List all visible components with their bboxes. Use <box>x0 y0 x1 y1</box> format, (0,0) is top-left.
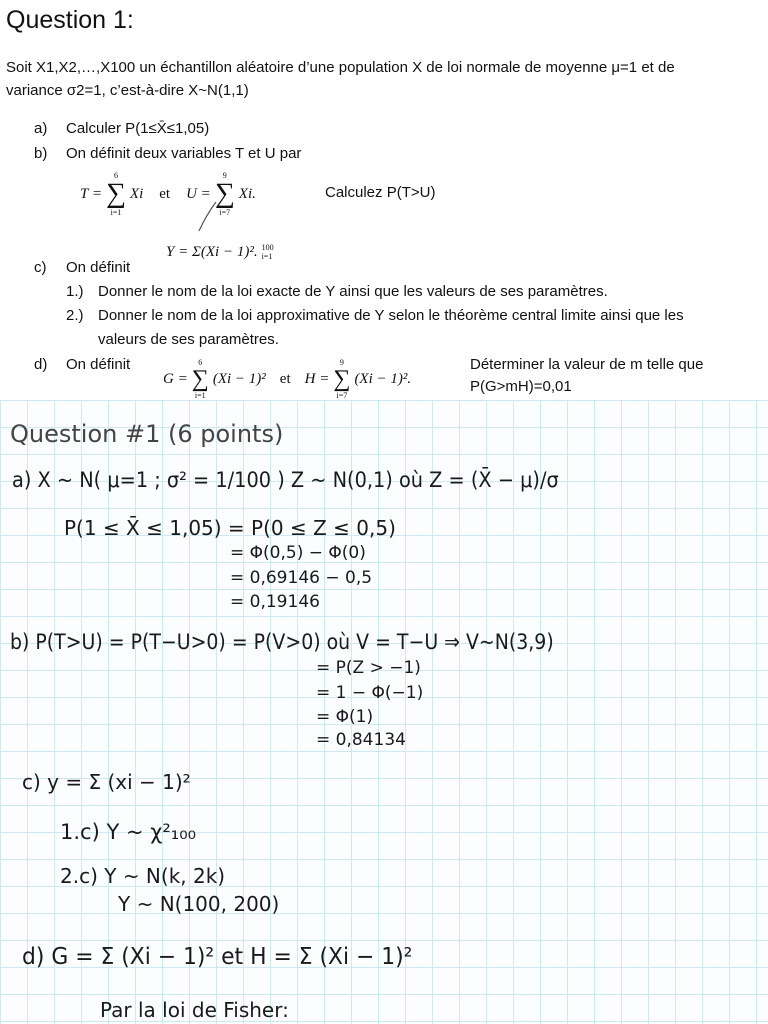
part-d-text: On définit <box>66 356 131 373</box>
sum-H: 9 ∑ i=7 <box>333 358 351 400</box>
part-b-ask: Calculez P(T>U) <box>325 184 436 201</box>
part-c <box>34 257 130 279</box>
formula-U-lhs: U = <box>186 185 211 202</box>
hw-b3: = 1 − Φ(−1) <box>316 683 424 703</box>
hw-d2: Par la loi de Fisher: <box>100 998 289 1022</box>
intro-line-1: Soit X1,X2,…,X100 un échantillon aléatoire d’une population X de loi normale de moyenne μ=1 et de <box>6 59 675 76</box>
part-b <box>34 143 301 165</box>
part-c-text: On définit <box>66 259 131 276</box>
hw-b4: = Φ(1) <box>316 707 374 727</box>
handwritten-answer-sheet <box>0 400 768 1024</box>
hw-heading: Question #1 (6 points) <box>10 420 284 448</box>
hw-c3: 2.c) Y ~ N(k, 2k) <box>60 864 226 888</box>
part-a-text: Calculer P(1≤X̄≤1,05) <box>66 120 210 137</box>
hw-c4: Y ~ N(100, 200) <box>118 892 280 916</box>
part-d <box>34 354 130 376</box>
sum-U: 9 ∑ i=7 <box>214 171 235 217</box>
part-c-sub1: 1.) Donner le nom de la loi exacte de Y ainsi que les valeurs de ses paramètres. <box>66 283 608 300</box>
part-b-text: On définit deux variables T et U par <box>66 145 302 162</box>
hw-c2: 1.c) Y ~ χ²₁₀₀ <box>60 820 197 844</box>
part-b-label: b) <box>34 145 48 162</box>
part-c-sub2-cont: valeurs de ses paramètres. <box>98 331 279 348</box>
hw-b1: b) P(T>U) = P(T−U>0) = P(V>0) où V = T−U ⇒ V~N(3,9) <box>10 630 554 654</box>
formula-G-H: G = 6 ∑ i=1 (Xi − 1)² et H = 9 ∑ i=7 (Xi − 1)². <box>163 358 412 400</box>
part-a-label: a) <box>34 120 48 137</box>
hw-a3: = Φ(0,5) − Φ(0) <box>230 543 366 563</box>
formula-U-term: Xi. <box>238 185 256 202</box>
hw-b2: = P(Z > −1) <box>316 658 421 678</box>
part-c-label: c) <box>34 259 47 276</box>
formula-et: et <box>159 185 171 202</box>
question-intro <box>6 56 764 102</box>
hw-a1: a) X ~ N( μ=1 ; σ² = 1/100 ) Z ~ N(0,1) où Z = (X̄ − μ)/σ <box>12 468 559 492</box>
formula-Y-text: Y = Σ(Xi − 1)². <box>166 243 258 260</box>
hw-b5: = 0,84134 <box>316 730 406 750</box>
question-title: Question 1: <box>6 6 134 34</box>
formula-Y-limits: 100 i=1 <box>261 243 274 261</box>
part-c-sub2: 2.) Donner le nom de la loi approximative de Y selon le théorème central limite ainsi que les <box>66 307 684 324</box>
hw-d1: d) G = Σ (Xi − 1)² et H = Σ (Xi − 1)² <box>22 944 413 970</box>
formula-Y <box>166 243 274 261</box>
hw-c1: c) y = Σ (xi − 1)² <box>22 770 191 794</box>
formula-T-term: Xi <box>129 185 144 202</box>
part-d-label: d) <box>34 356 48 373</box>
formula-T-lhs: T = <box>80 185 102 202</box>
formula-T-U <box>80 166 256 222</box>
hw-a5: = 0,19146 <box>230 592 320 612</box>
hw-a4: = 0,69146 − 0,5 <box>230 568 373 588</box>
part-d-ask: Déterminer la valeur de m telle que P(G>mH)=0,01 <box>470 356 704 395</box>
intro-line-2: variance σ2=1, c’est-à-dire X~N(1,1) <box>6 82 249 99</box>
sum-T: 6 ∑ i=1 <box>105 171 126 217</box>
sum-G: 6 ∑ i=1 <box>191 358 209 400</box>
hw-a2: P(1 ≤ X̄ ≤ 1,05) = P(0 ≤ Z ≤ 0,5) <box>64 516 396 540</box>
part-a <box>34 118 209 140</box>
pen-stroke-mark <box>196 200 220 234</box>
